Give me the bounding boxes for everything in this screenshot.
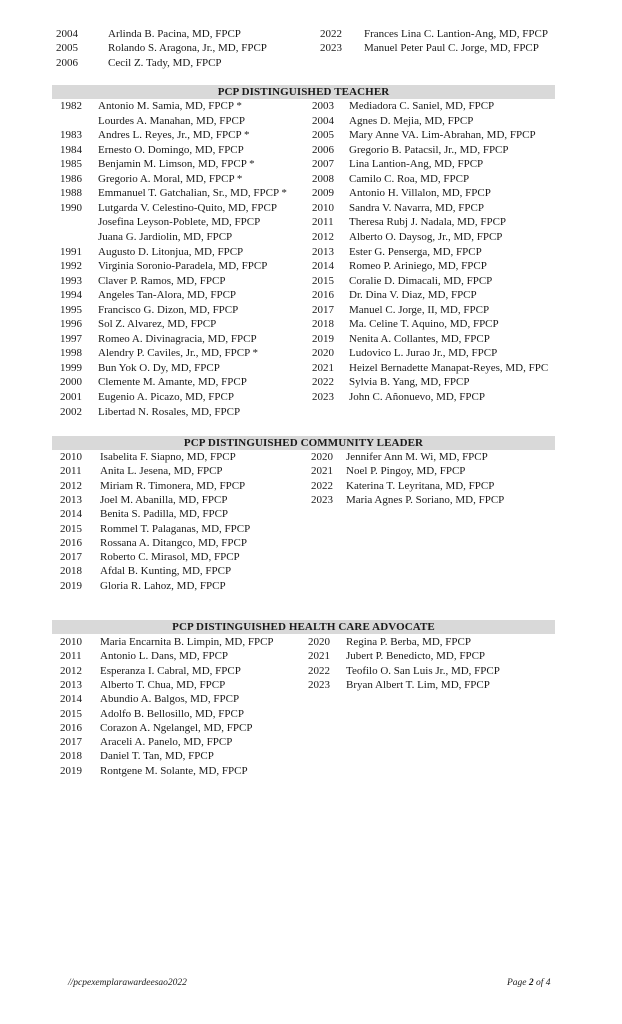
award-year: 1996 xyxy=(60,318,82,331)
awardee-name: Camilo C. Roa, MD, FPCP xyxy=(349,172,470,185)
awardee-name: Alberto T. Chua, MD, FPCP xyxy=(100,678,226,691)
awardee-name: Teofilo O. San Luis Jr., MD, FPCP xyxy=(346,664,500,677)
awardee-name: Claver P. Ramos, MD, FPCP xyxy=(98,274,226,287)
award-year: 1988 xyxy=(60,187,82,200)
award-year: 1982 xyxy=(60,100,82,112)
award-year: 2019 xyxy=(60,764,82,777)
awardee-name: Noel P. Pingoy, MD, FPCP xyxy=(346,465,466,478)
award-year: 2012 xyxy=(60,479,82,492)
awardee-name: Antonio M. Samia, MD, FPCP * xyxy=(98,100,242,112)
awardee-name: Theresa Rubj J. Nadala, MD, FPCP xyxy=(349,216,507,229)
award-year: 2023 xyxy=(308,678,330,691)
awardee-name: Joel M. Abanilla, MD, FPCP xyxy=(100,493,228,506)
award-year: 2021 xyxy=(312,361,334,374)
award-year: 1998 xyxy=(60,347,82,360)
award-year: 2010 xyxy=(312,201,334,214)
award-year: 2015 xyxy=(312,274,334,287)
award-year: 2017 xyxy=(312,303,334,316)
award-year: 1984 xyxy=(60,143,82,156)
community-section-title: PCP DISTINGUISHED COMMUNITY LEADER xyxy=(52,436,555,450)
awardee-name: Mediadora C. Saniel, MD, FPCP xyxy=(349,100,495,112)
award-year: 2014 xyxy=(60,693,82,706)
award-year: 2003 xyxy=(312,100,334,112)
award-year: 2022 xyxy=(311,479,333,492)
awardee-name: Ma. Celine T. Aquino, MD, FPCP xyxy=(349,318,499,331)
awardee-name: Eugenio A. Picazo, MD, FPCP xyxy=(98,391,234,403)
awardee-name: Abundio A. Balgos, MD, FPCP xyxy=(100,693,240,706)
award-year: 2022 xyxy=(308,664,330,677)
awardee-name: Rontgene M. Solante, MD, FPCP xyxy=(100,764,248,777)
awardee-name: Alendry P. Caviles, Jr., MD, FPCP * xyxy=(98,347,259,360)
awardee-name: Juana G. Jardiolin, MD, FPCP xyxy=(98,230,233,243)
award-year: 2006 xyxy=(56,56,78,69)
award-year: 2020 xyxy=(312,347,334,360)
award-year: 2016 xyxy=(60,721,82,734)
awardee-name: Araceli A. Panelo, MD, FPCP xyxy=(100,736,233,749)
awardee-name: Libertad N. Rosales, MD, FPCP xyxy=(98,405,241,418)
awardee-name: Mary Anne VA. Lim-Abrahan, MD, FPCP xyxy=(349,129,536,142)
awardee-name: Romeo A. Divinagracia, MD, FPCP xyxy=(98,332,257,345)
awardee-name: Romeo P. Ariniego, MD, FPCP xyxy=(349,260,487,273)
awardee-name: Angeles Tan-Alora, MD, FPCP xyxy=(98,289,237,302)
awardee-name: Esperanza I. Cabral, MD, FPCP xyxy=(100,664,241,677)
award-year: 2000 xyxy=(60,376,82,389)
award-year: 2011 xyxy=(312,216,334,229)
awardee-name: Virginia Soronio-Paradela, MD, FPCP xyxy=(98,260,268,273)
award-year: 2015 xyxy=(60,707,82,720)
awardee-name: Agnes D. Mejia, MD, FPCP xyxy=(349,114,474,127)
award-year: 2005 xyxy=(56,42,78,55)
awardee-name: Maria Encarnita B. Limpin, MD, FPCP xyxy=(100,636,274,648)
award-year: 1999 xyxy=(60,361,82,374)
footer-page-indicator xyxy=(507,978,551,988)
awardee-name: Jubert P. Benedicto, MD, FPCP xyxy=(346,650,486,663)
awardee-name: Coralie D. Dimacali, MD, FPCP xyxy=(349,274,493,287)
award-year: 1995 xyxy=(60,303,82,316)
award-year: 2012 xyxy=(60,664,82,677)
award-year: 2012 xyxy=(312,230,334,243)
award-year: 2007 xyxy=(312,158,334,171)
award-year: 2001 xyxy=(60,391,82,403)
awardee-name: Katerina T. Leyritana, MD, FPCP xyxy=(346,479,495,492)
award-year: 2018 xyxy=(60,750,82,763)
awardee-name: Gregorio A. Moral, MD, FPCP * xyxy=(98,172,243,185)
awardee-name: Isabelita F. Siapno, MD, FPCP xyxy=(100,451,236,463)
awardee-name: Ludovico L. Jurao Jr., MD, FPCP xyxy=(349,347,498,360)
awardee-name: Jennifer Ann M. Wi, MD, FPCP xyxy=(346,451,488,463)
award-year: 2016 xyxy=(60,536,82,549)
award-year: 2023 xyxy=(320,42,342,55)
teacher-section-title: PCP DISTINGUISHED TEACHER xyxy=(52,85,555,99)
awardee-name: Lourdes A. Manahan, MD, FPCP xyxy=(98,114,245,127)
awardee-name: Antonio L. Dans, MD, FPCP xyxy=(100,650,229,663)
footer-file-reference: //pcpexemplarawardeesao2022 xyxy=(68,978,187,988)
award-year: 2018 xyxy=(312,318,334,331)
award-year: 2015 xyxy=(60,522,82,535)
awardee-name: Adolfo B. Bellosillo, MD, FPCP xyxy=(100,707,244,720)
awardee-name: Francisco G. Dizon, MD, FPCP xyxy=(98,303,239,316)
award-year: 1991 xyxy=(60,245,82,258)
award-year: 2014 xyxy=(312,260,334,273)
award-year: 2010 xyxy=(60,636,82,648)
awardee-name: Josefina Leyson-Poblete, MD, FPCP xyxy=(98,216,261,229)
award-year: 2002 xyxy=(60,405,82,418)
awardee-name: Sandra V. Navarra, MD, FPCP xyxy=(349,201,484,214)
awardee-name: Corazon A. Ngelangel, MD, FPCP xyxy=(100,721,253,734)
award-year: 2004 xyxy=(56,28,78,40)
award-year: 2023 xyxy=(312,391,334,403)
awardee-name: Afdal B. Kunting, MD, FPCP xyxy=(100,565,232,578)
awardee-name: Emmanuel T. Gatchalian, Sr., MD, FPCP * xyxy=(98,187,287,200)
awardee-name: Roberto C. Mirasol, MD, FPCP xyxy=(100,551,240,564)
page-number: 2 xyxy=(528,978,534,988)
awardee-name: Ernesto O. Domingo, MD, FPCP xyxy=(98,143,244,156)
awardee-name: Clemente M. Amante, MD, FPCP xyxy=(98,376,247,389)
awardee-name: Alberto O. Daysog, Jr., MD, FPCP xyxy=(349,230,503,243)
award-year: 2018 xyxy=(60,565,82,578)
awardee-name: Daniel T. Tan, MD, FPCP xyxy=(100,750,214,763)
awardee-name: Anita L. Jesena, MD, FPCP xyxy=(100,465,223,478)
award-year: 2005 xyxy=(312,129,334,142)
award-year: 2016 xyxy=(312,289,334,302)
awardee-name: Lutgarda V. Celestino-Quito, MD, FPCP xyxy=(98,201,277,214)
awardee-name: Arlinda B. Pacina, MD, FPCP xyxy=(108,28,241,40)
award-year: 2019 xyxy=(312,332,334,345)
awardee-name: Cecil Z. Tady, MD, FPCP xyxy=(108,56,222,69)
award-year: 1992 xyxy=(60,260,82,273)
award-year: 1983 xyxy=(60,129,82,142)
award-year: 2010 xyxy=(60,451,82,463)
awardee-name: Antonio H. Villalon, MD, FPCP xyxy=(349,187,491,200)
awardee-name: Augusto D. Litonjua, MD, FPCP xyxy=(98,245,244,258)
award-year: 1985 xyxy=(60,158,82,171)
award-year: 2020 xyxy=(311,451,333,463)
awardee-name: Dr. Dina V. Diaz, MD, FPCP xyxy=(349,289,477,302)
award-year: 1986 xyxy=(60,172,82,185)
award-year: 2022 xyxy=(320,28,342,40)
award-year: 1997 xyxy=(60,332,82,345)
awardee-name: Frances Lina C. Lantion-Ang, MD, FPCP xyxy=(364,28,548,40)
award-year: 2017 xyxy=(60,736,82,749)
awardee-name: Rossana A. Ditangco, MD, FPCP xyxy=(100,536,247,549)
awardee-name: Maria Agnes P. Soriano, MD, FPCP xyxy=(346,493,505,506)
award-year: 2013 xyxy=(312,245,334,258)
awardee-name: Ester G. Penserga, MD, FPCP xyxy=(349,245,482,258)
award-year: 2020 xyxy=(308,636,330,648)
award-year: 2021 xyxy=(311,465,333,478)
award-year: 2013 xyxy=(60,678,82,691)
awardee-name: John C. Añonuevo, MD, FPCP xyxy=(349,391,486,403)
award-year: 1993 xyxy=(60,274,82,287)
award-year: 2011 xyxy=(60,650,82,663)
awardee-name: Rommel T. Palaganas, MD, FPCP xyxy=(100,522,251,535)
award-year: 2017 xyxy=(60,551,82,564)
award-year: 2004 xyxy=(312,114,334,127)
page-suffix: of 4 xyxy=(533,978,551,988)
award-year: 2019 xyxy=(60,579,82,592)
awardee-name: Bryan Albert T. Lim, MD, FPCP xyxy=(346,678,490,691)
awardee-name: Manuel Peter Paul C. Jorge, MD, FPCP xyxy=(364,42,539,55)
advocate-section-title: PCP DISTINGUISHED HEALTH CARE ADVOCATE xyxy=(52,620,555,634)
award-year: 2021 xyxy=(308,650,330,663)
awardee-name: Bun Yok O. Dy, MD, FPCP xyxy=(98,361,220,374)
awardee-name: Regina P. Berba, MD, FPCP xyxy=(346,636,471,648)
awardee-name: Benita S. Padilla, MD, FPCP xyxy=(100,508,229,521)
awardee-name: Sylvia B. Yang, MD, FPCP xyxy=(349,376,470,389)
awardee-name: Nenita A. Collantes, MD, FPCP xyxy=(349,332,490,345)
awardee-name: Gloria R. Lahoz, MD, FPCP xyxy=(100,579,226,592)
awardee-name: Benjamin M. Limson, MD, FPCP * xyxy=(98,158,255,171)
award-year: 2008 xyxy=(312,172,334,185)
awardee-name: Miriam R. Timonera, MD, FPCP xyxy=(100,479,246,492)
awardee-name: Manuel C. Jorge, II, MD, FPCP xyxy=(349,303,490,316)
award-year: 2023 xyxy=(311,493,333,506)
award-year: 2006 xyxy=(312,143,334,156)
award-year: 2011 xyxy=(60,465,82,478)
award-year: 2014 xyxy=(60,508,82,521)
award-year: 1994 xyxy=(60,289,82,302)
awardee-name: Heizel Bernadette Manapat-Reyes, MD, FPC xyxy=(349,361,549,374)
page-prefix: Page xyxy=(507,978,529,988)
award-year: 1990 xyxy=(60,201,82,214)
award-year: 2022 xyxy=(312,376,334,389)
awardee-name: Rolando S. Aragona, Jr., MD, FPCP xyxy=(108,42,267,55)
awardee-name: Andres L. Reyes, Jr., MD, FPCP * xyxy=(98,129,250,142)
awardee-name: Gregorio B. Patacsil, Jr., MD, FPCP xyxy=(349,143,509,156)
awardee-name: Sol Z. Alvarez, MD, FPCP xyxy=(98,318,217,331)
award-year: 2013 xyxy=(60,493,82,506)
awardee-name: Lina Lantion-Ang, MD, FPCP xyxy=(349,158,484,171)
award-year: 2009 xyxy=(312,187,334,200)
